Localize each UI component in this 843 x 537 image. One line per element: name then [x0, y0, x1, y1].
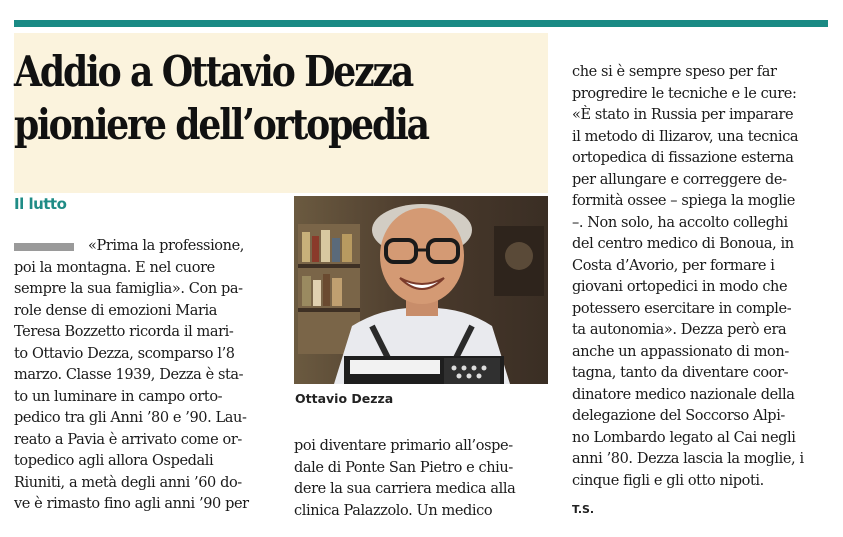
body-line: formità ossee – spiega la moglie — [572, 193, 795, 209]
body-column-3 — [572, 62, 828, 492]
body-line: per allungare e correggere de- — [572, 171, 787, 188]
body-line: «È stato in Russia per imparare — [572, 107, 794, 123]
body-line: –. Non solo, ha accolto colleghi — [572, 214, 788, 231]
body-line: giovani ortopedici in modo che — [572, 279, 788, 295]
body-line: dinatore medico nazionale della — [572, 386, 795, 403]
body-line: topedico agli allora Ospedali — [14, 453, 214, 469]
body-line: Riuniti, a metà degli anni ’60 do- — [14, 474, 242, 491]
body-line: che si è sempre speso per far — [572, 64, 777, 80]
portrait-illustration — [294, 196, 548, 384]
body-line: anni ’80. Dezza lascia la moglie, i — [572, 451, 804, 467]
body-line: clinica Palazzolo. Un medico — [294, 502, 493, 519]
body-line: poi la montagna. E nel cuore — [14, 259, 215, 276]
body-line: il metodo di Ilizarov, una tecnica — [572, 128, 799, 145]
body-line: dale di Ponte San Pietro e chiu- — [294, 459, 513, 476]
headline-line-1: Addio a Ottavio Dezza — [14, 47, 413, 96]
body-line: ta autonomia». Dezza però era — [572, 322, 787, 338]
headline — [14, 45, 473, 151]
headline-line-2: pioniere dell’ortopedia — [14, 100, 428, 149]
author-signature: T.S. — [572, 503, 595, 516]
body-line: potessero esercitare in comple- — [572, 300, 792, 317]
body-line: delegazione del Soccorso Alpi- — [572, 408, 785, 424]
photo-caption: Ottavio Dezza — [295, 391, 394, 406]
body-line: to Ottavio Dezza, scomparso l’8 — [14, 345, 235, 362]
body-line: del centro medico di Bonoua, in — [572, 236, 794, 252]
body-line: anche un appassionato di mon- — [572, 343, 789, 360]
body-line: reato a Pavia è arrivato come or- — [14, 431, 242, 448]
body-line: marzo. Classe 1939, Dezza è sta- — [14, 367, 244, 383]
body-line: tagna, tanto da diventare coor- — [572, 365, 789, 381]
body-line: ortopedica di fissazione esterna — [572, 150, 794, 166]
body-line: ve è rimasto fino agli anni ’90 per — [14, 496, 249, 512]
body-line: sempre la sua famiglia». Con pa- — [14, 281, 243, 297]
body-line: Costa d’Avorio, per formare i — [572, 257, 775, 274]
body-line: to un luminare in campo orto- — [14, 388, 223, 405]
body-column-2 — [294, 436, 550, 522]
body-line: no Lombardo legato al Cai negli — [572, 429, 796, 446]
body-line: progredire le tecniche e le cure: — [572, 85, 797, 102]
portrait-photo — [294, 196, 548, 384]
body-line: pedico tra gli Anni ’80 e ’90. Lau- — [14, 410, 247, 426]
body-line: cinque figli e gli otto nipoti. — [572, 472, 764, 489]
body-line: Teresa Bozzetto ricorda il mari- — [14, 324, 234, 340]
body-line: dere la sua carriera medica alla — [294, 481, 516, 497]
section-kicker: Il lutto — [14, 195, 67, 213]
body-column-1 — [14, 236, 276, 516]
body-line: role dense di emozioni Maria — [14, 302, 218, 319]
body-line: «Prima la professione, — [88, 238, 244, 254]
body-line: poi diventare primario all’ospe- — [294, 438, 513, 454]
top-accent-bar — [14, 20, 828, 27]
